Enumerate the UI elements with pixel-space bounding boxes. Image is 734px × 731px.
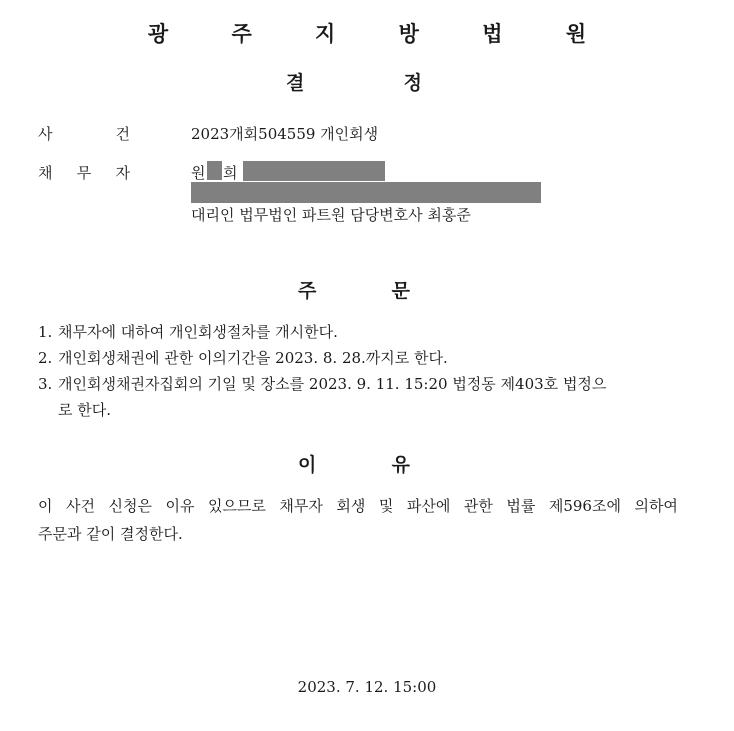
debtor-label-char-1: 채 <box>38 164 53 182</box>
reason-heading-char-2: 유 <box>391 454 410 476</box>
reason-word: 법률 <box>506 497 536 515</box>
order-number: 2. <box>38 349 53 367</box>
debtor-label <box>38 162 130 183</box>
case-label-char-1: 사 <box>38 125 53 143</box>
order-heading-char-1: 주 <box>298 280 317 302</box>
order-item-3 <box>38 371 606 423</box>
reason-word: 관한 <box>463 497 493 515</box>
case-label-char-2: 건 <box>115 125 130 143</box>
reason-word: 파산에 <box>406 497 451 515</box>
debtor-agent: 대리인 법무법인 파트원 담당변호사 최홍준 <box>191 206 471 224</box>
order-text: 개인회생채권자집회의 기일 및 장소를 2023. 9. 11. 15:20 법정동 제403호 법정으 <box>58 375 607 393</box>
reason-word: 채무자 <box>279 497 323 515</box>
reason-word: 있으므로 <box>207 497 266 515</box>
order-text-continuation: 로 한다. <box>58 401 112 419</box>
reason-heading-char-1: 이 <box>298 454 317 476</box>
reason-line-1 <box>38 492 678 520</box>
order-heading <box>298 276 410 303</box>
order-text: 개인회생채권에 관한 이의기간을 2023. 8. 28.까지로 한다. <box>58 349 448 367</box>
order-text: 채무자에 대하여 개인회생절차를 개시한다. <box>58 323 338 341</box>
redaction-address-1 <box>243 161 385 181</box>
debtor-label-char-3: 자 <box>115 164 130 182</box>
reason-line-2: 주문과 같이 결정한다. <box>38 525 183 543</box>
order-heading-char-2: 문 <box>391 280 410 302</box>
reason-text <box>38 492 678 548</box>
decision-title <box>286 68 422 95</box>
order-item-2 <box>38 345 448 371</box>
decision-title-char-1: 결 <box>286 72 305 94</box>
debtor-label-char-2: 무 <box>76 164 92 182</box>
order-number: 3. <box>38 375 53 393</box>
order-number: 1. <box>38 323 53 341</box>
debtor-name-first: 원 <box>191 164 206 182</box>
reason-word: 및 <box>378 497 394 515</box>
redaction-address-2 <box>191 182 541 203</box>
case-label <box>38 123 130 144</box>
case-number: 2023개회504559 개인회생 <box>191 125 379 143</box>
decision-title-char-2: 정 <box>403 72 422 94</box>
reason-word: 회생 <box>336 497 366 515</box>
reason-word: 의하여 <box>634 497 678 515</box>
decision-date: 2023. 7. 12. 15:00 <box>297 678 437 696</box>
reason-word: 이유 <box>165 497 195 515</box>
debtor-name-last: 희 <box>223 164 238 182</box>
reason-word: 이 <box>38 497 53 515</box>
reason-word: 사건 <box>66 497 95 515</box>
court-name: 광 주 지 방 법 원 <box>147 22 615 46</box>
reason-word: 제596조에 <box>548 497 621 515</box>
reason-heading <box>298 450 410 477</box>
reason-word: 신청은 <box>108 497 152 515</box>
order-item-1 <box>38 319 338 345</box>
redaction-name <box>207 161 222 180</box>
